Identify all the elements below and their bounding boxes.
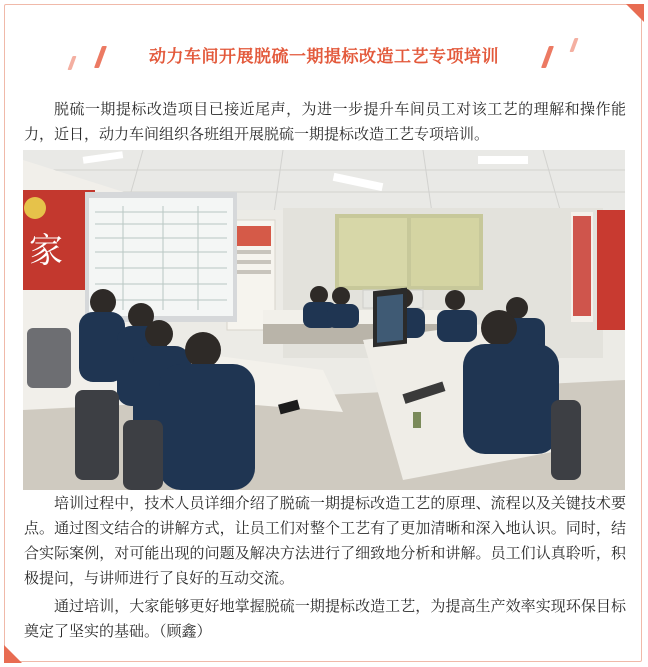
paragraph-conclusion: 通过培训，大家能够更好地掌握脱硫一期提标改造工艺，为提高生产效率实现环保目标奠定了坚实的基础。（顾鑫） bbox=[24, 597, 626, 640]
article-title: 动力车间开展脱硫一期提标改造工艺专项培训 bbox=[149, 47, 499, 67]
corner-decoration-bottom-left bbox=[4, 645, 22, 663]
paragraph-intro: 脱硫一期提标改造项目已接近尾声，为进一步提升车间员工对该工艺的理解和操作能力，近日，动力车间组织各班组开展脱硫一期提标改造工艺专项培训。 bbox=[24, 100, 626, 143]
training-photo bbox=[23, 150, 625, 490]
paragraph-process: 培训过程中，技术人员详细介绍了脱硫一期提标改造工艺的原理、流程以及关键技术要点。通过图文结合的讲解方式，让员工们对整个工艺有了更加清晰和深入地认识。同时，结合实际案例，对可能出现的问题及解决方法进行了细致地分析和讲解。员工们认真聆听，积极提问，与讲师进行了良好的互动交流。 bbox=[24, 494, 626, 587]
wall-sign-text: 家 bbox=[29, 231, 63, 271]
monitor bbox=[373, 288, 407, 348]
window bbox=[335, 214, 483, 290]
corner-decoration-top-right bbox=[626, 4, 644, 22]
wall-sign-left bbox=[23, 190, 95, 290]
title-banner bbox=[0, 36, 648, 76]
